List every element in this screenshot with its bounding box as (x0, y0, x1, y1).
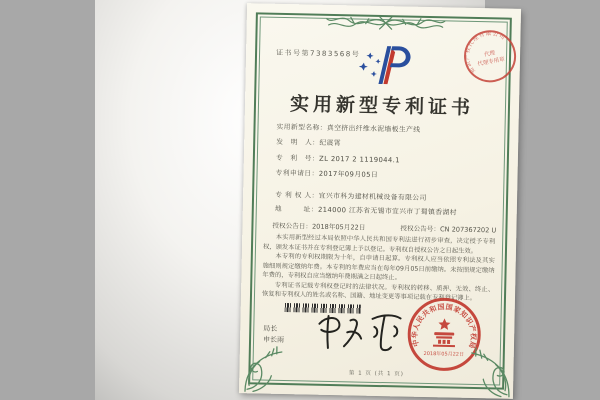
field-label: 地 址： (274, 204, 319, 214)
director-signature-icon (314, 308, 407, 360)
field-label: 实用新型名称： (276, 122, 327, 132)
field-label: 专 利 权 人： (275, 190, 319, 200)
field-value: 2017年09月05日 (318, 169, 379, 179)
field-value: 纪震霄 (319, 138, 342, 148)
field-value: 214000 江苏省无锡市宜兴市丁蜀镇香湖村 (317, 205, 457, 217)
patent-logo-icon (351, 43, 414, 86)
grant-date: 2018年05月22日 (311, 222, 366, 232)
paragraph-1: 本实用新型经过本局依照中华人民共和国专利法进行初步审查，决定授予专利权，颁发本证书并在专利登记簿上予以登记。专利权自授权公告之日起生效。 (262, 233, 496, 255)
certificate-paper (239, 3, 521, 399)
field-label: 专利申请日： (275, 168, 319, 178)
garland-ornament-icon (324, 8, 447, 41)
field-row (275, 167, 378, 179)
field-value: 宜兴市科为建材机械设备有限公司 (318, 191, 427, 202)
agency-stamp-line2: 代理专用章 (477, 56, 506, 68)
agency-stamp-ring-text: 知识产权代理有限公司 (464, 30, 507, 74)
certificate-number: 证书号第7383568号 (275, 48, 361, 59)
field-row (276, 152, 400, 165)
field-label: 发 明 人： (276, 137, 320, 147)
field-label: 专 利 号： (275, 153, 320, 163)
field-row (275, 189, 427, 202)
agency-stamp-line1: 代理 (483, 50, 496, 59)
grant-date-label: 授权公告日： (272, 221, 313, 231)
grant-no-label: 授权公告号： (400, 224, 441, 234)
national-emblem-icon (433, 318, 456, 347)
paragraph-3: 专利证书记载专利权登记时的法律状况。专利权的转移、质押、无效、终止、恢复和专利权人的姓名或名称、国籍、地址变更等事项记载在专利登记簿上。 (261, 281, 495, 303)
photo-background (95, 0, 507, 400)
grant-line (272, 220, 502, 235)
field-row (276, 121, 420, 134)
director-label: 局长 (263, 324, 278, 333)
director-name: 申长雨 (262, 335, 285, 345)
legal-paragraphs (262, 233, 495, 305)
field-row (275, 203, 457, 217)
patent-logo (245, 41, 520, 93)
certificate-title: 实用新型专利证书 (289, 93, 475, 119)
field-value: 真空挤出纤维水泥墙板生产线 (326, 123, 421, 134)
field-row (276, 136, 341, 147)
page-number: 第 1 页 (共 1 页) (348, 370, 404, 378)
paragraph-2: 本专利的专利权期限为十年，自申请日起算。专利权人应当依照专利法及其实施细则规定缴纳年费。本专利的年费应当在每年09月05日前缴纳。未按照规定缴纳年费的，专利权自应当缴纳年费期满之日起终止。 (262, 252, 495, 282)
seal-date: 2018年05月22日 (423, 350, 465, 358)
seal-ring-text: 中华人民共和国国家知识产权局 (411, 302, 478, 350)
grant-no: CN 207367202 U (439, 225, 497, 235)
field-value: ZL 2017 2 1119044.1 (318, 154, 401, 165)
